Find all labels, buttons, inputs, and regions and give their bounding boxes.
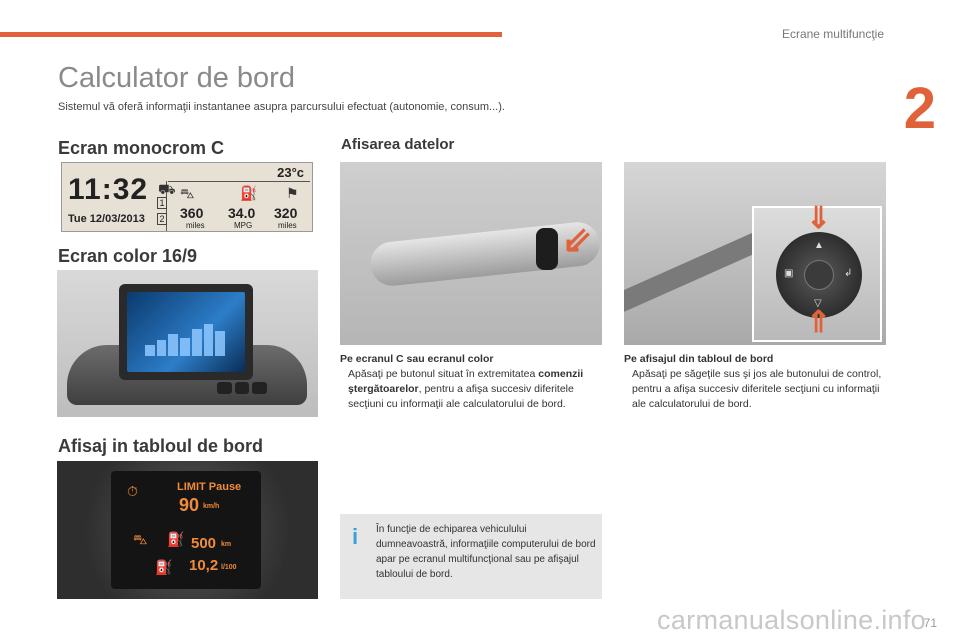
mono-value-3: 320 [274, 205, 298, 221]
menu-icon: ▣ [784, 268, 794, 279]
mono-unit-3: miles [278, 221, 297, 230]
fuel-icon: ⛽ [240, 185, 258, 201]
steering-spoke [624, 228, 771, 315]
control-pad-center [804, 260, 834, 290]
chapter-number: 2 [903, 76, 936, 141]
steering-control-photo [624, 162, 886, 345]
fuel-pump-icon: ⛽ [167, 531, 185, 547]
heading-dashboard-display: Afisaj in tabloul de bord [58, 436, 264, 456]
caption-dashboard [624, 352, 886, 412]
consumption-bars [145, 320, 225, 356]
caption-stalk-title: Pe ecranul C sau ecranul color [340, 353, 494, 365]
speed-unit: km/h [203, 503, 220, 510]
header-accent-bar [0, 32, 502, 37]
orange-down-arrow-icon: ⇓ [806, 202, 832, 235]
mono-tab-2: 2 [157, 213, 167, 225]
down-arrow-icon: ▽ [814, 298, 822, 309]
caption-dashboard-text: Apăsaţi pe săgeţile sus şi jos ale butonului de control, pentru a afişa succesiv diferitele secţiuni cu informaţii ale calculatorului de bord. [632, 368, 882, 410]
heading-color-screen: Ecran color 16/9 [58, 246, 198, 266]
mono-value-2: 34.0 [228, 205, 256, 221]
mono-date: Tue 12/03/2013 [68, 213, 145, 225]
control-pad-inset [752, 202, 882, 342]
mono-clock: 11:32 [68, 173, 149, 206]
range-value: 500 [191, 535, 217, 552]
mono-temperature: 23°c [277, 165, 304, 180]
mono-unit-2: MPG [234, 221, 253, 230]
heading-mono-screen: Ecran monocrom C [58, 138, 225, 158]
consumption-unit: l/100 [221, 564, 237, 571]
mono-divider [168, 181, 310, 182]
consumption-value: 10,2 [189, 557, 219, 574]
range-unit: km [221, 541, 232, 548]
heading-display-data: Afisarea datelor [341, 136, 455, 153]
page-title: Calculator de bord [58, 62, 295, 94]
caption-dashboard-title: Pe afisajul din tabloul de bord [624, 353, 774, 365]
mono-unit-1: miles [186, 221, 205, 230]
info-text: În funcţie de echiparea vehiculului dumneavoastră, informaţiile computerului de bord apar pe ecranul multifuncţional sau pe afişajul tabloului de bord. [376, 524, 596, 580]
speed-value: 90 [179, 495, 200, 515]
return-icon: ↲ [844, 268, 853, 279]
watermark: carmanualsonline.info [657, 605, 926, 635]
mono-tab-1: 1 [157, 197, 167, 209]
info-icon: i [352, 524, 359, 549]
consumption-icon: ⛽ [155, 559, 173, 575]
speed-limit-icon: ⏱ [127, 483, 138, 499]
dashboard-display-photo [57, 461, 318, 599]
car-range-icon: ⛍ [133, 531, 148, 547]
orange-arrow-icon: ⇙ [562, 219, 593, 260]
caption-stalk [340, 352, 602, 412]
orange-up-arrow-icon: ⇑ [806, 306, 832, 339]
wiper-stalk-photo [340, 162, 602, 345]
trip-car-icon: ⛍ [180, 185, 195, 201]
color-screen-photo [57, 270, 318, 417]
limit-label: LIMIT Pause [177, 481, 242, 493]
finish-flag-icon: ⚑ [286, 185, 299, 201]
dashboard-panel [111, 471, 261, 589]
section-label: Ecrane multifuncţie [781, 27, 884, 41]
stalk-end-button [536, 228, 558, 270]
mono-screen-illustration [61, 162, 313, 232]
info-box [340, 514, 602, 599]
intro-text: Sistemul vă oferă informaţii instantanee asupra parcursului efectuat (autonomie, consum...). [58, 101, 505, 113]
car-icon: ⛟ [158, 181, 176, 197]
mono-value-1: 360 [180, 205, 204, 221]
up-arrow-icon: ▲ [814, 240, 824, 251]
console-buttons [217, 382, 267, 394]
caption-stalk-text: Apăsaţi pe butonul situat în extremitatea comenzii ştergătoarelor, pentru a afişa succesiv diferitele secţiuni cu informaţii ale calculatorului de bord. [348, 368, 584, 410]
color-screen-display [127, 292, 245, 372]
page-number: 71 [923, 616, 937, 630]
